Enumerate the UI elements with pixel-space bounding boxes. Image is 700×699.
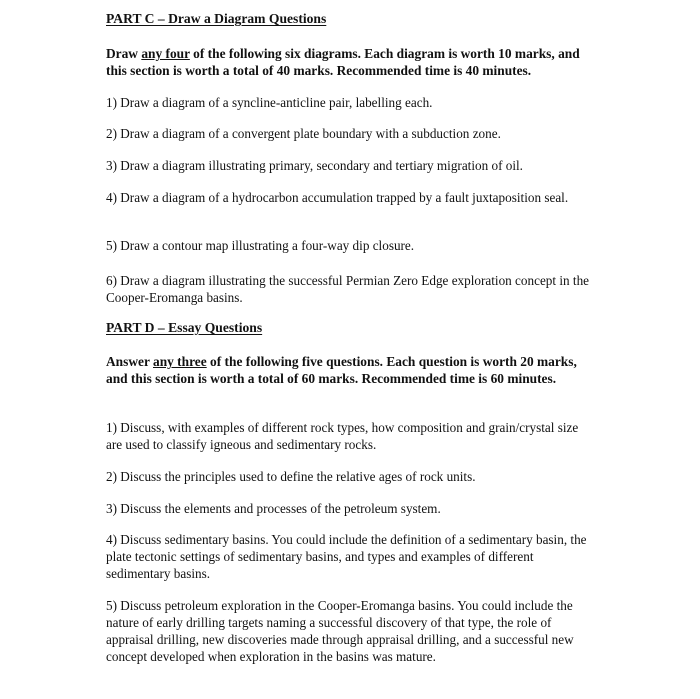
part-c-question-5: 5) Draw a contour map illustrating a four-way dip closure. [106,238,415,253]
part-d-heading: PART D – Essay Questions [106,320,263,335]
part-c-instructions-post: of the following six diagrams. Each diagram is worth 10 marks, and this section is worth a total of 40 marks. Recommended time is 40 minutes. [106,46,580,78]
part-c-question-3: 3) Draw a diagram illustrating primary, secondary and tertiary migration of oil. [106,158,523,173]
part-c-instructions-emphasis: any four [141,46,190,61]
part-d-question-1: 1) Discuss, with examples of different rock types, how composition and grain/crystal size are used to classify igneous and sedimentary rocks. [106,420,579,452]
part-d-question-4: 4) Discuss sedimentary basins. You could include the definition of a sedimentary basin, the plate tectonic settings of sedimentary basins, and types and examples of different sedimentary basins. [106,532,587,581]
part-c-instructions-pre: Draw [106,46,142,61]
part-c-question-2: 2) Draw a diagram of a convergent plate boundary with a subduction zone. [106,126,501,141]
part-c-question-1: 1) Draw a diagram of a syncline-anticline pair, labelling each. [106,95,433,110]
part-c-question-4: 4) Draw a diagram of a hydrocarbon accumulation trapped by a fault juxtaposition seal. [106,190,569,205]
part-d-instructions-post: of the following five questions. Each question is worth 20 marks, and this section is worth a total of 60 marks. Recommended time is 60 minutes. [106,354,577,386]
part-d-question-2: 2) Discuss the principles used to define the relative ages of rock units. [106,469,476,484]
part-d-instructions-pre: Answer [106,354,153,369]
part-d-instructions [106,353,592,387]
part-d-question-5: 5) Discuss petroleum exploration in the Cooper-Eromanga basins. You could include the nature of early drilling targets naming a successful discovery of that type, the role of appraisal drilling, new discoveries made through appraisal drilling, and a successful new concept developed when exploration in the basins was mature. [106,598,574,664]
part-c-heading: PART C – Draw a Diagram Questions [106,11,327,26]
part-c-question-6: 6) Draw a diagram illustrating the successful Permian Zero Edge exploration concept in the Cooper-Eromanga basins. [106,273,590,305]
part-c-instructions [106,45,592,79]
part-d-instructions-emphasis: any three [153,354,207,369]
part-d-question-3: 3) Discuss the elements and processes of the petroleum system. [106,501,441,516]
